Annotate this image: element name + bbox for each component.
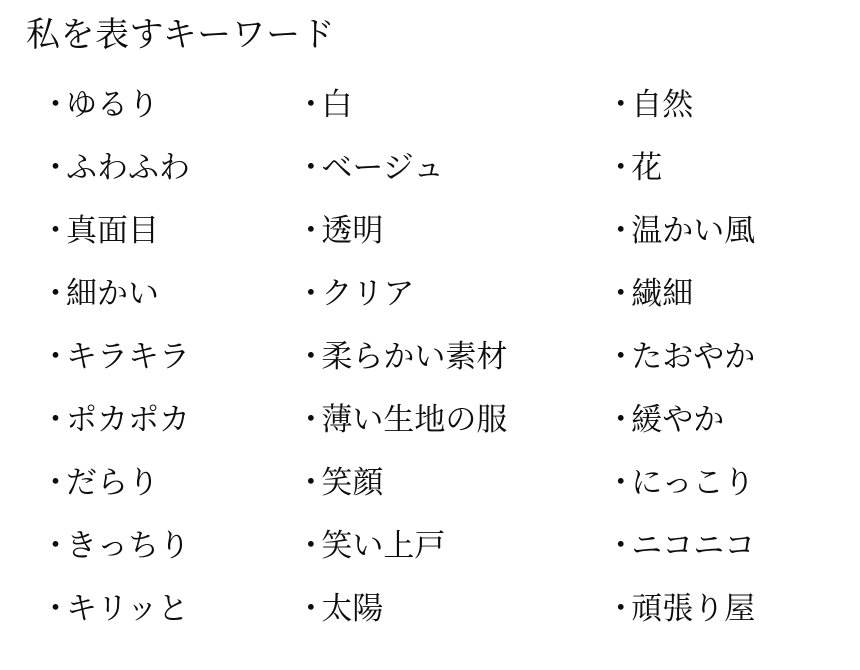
bullet-icon: ・ — [605, 275, 637, 311]
list-item-label: 柔らかい素材 — [321, 338, 508, 374]
list-item — [295, 577, 605, 640]
list-item-label: ふわふわ — [66, 149, 190, 185]
bullet-icon: ・ — [605, 212, 637, 248]
list-item — [40, 451, 295, 514]
bullet-icon: ・ — [295, 212, 327, 248]
list-item — [605, 451, 840, 514]
bullet-icon: ・ — [295, 527, 327, 563]
bullet-icon: ・ — [40, 527, 71, 563]
list-item-label: クリア — [321, 275, 415, 311]
bullet-icon: ・ — [40, 275, 71, 311]
list-item-label: 緩やか — [631, 401, 725, 437]
list-item-label: 頑張り屋 — [631, 590, 756, 626]
bullet-icon: ・ — [295, 401, 327, 437]
keyword-column-2 — [295, 73, 605, 640]
bullet-icon: ・ — [40, 86, 71, 122]
bullet-icon: ・ — [605, 149, 637, 185]
bullet-icon: ・ — [40, 149, 71, 185]
bullet-icon: ・ — [295, 338, 327, 374]
list-item-label: 繊細 — [631, 275, 694, 311]
list-item — [605, 388, 840, 451]
list-item — [40, 388, 295, 451]
list-item — [40, 325, 295, 388]
bullet-icon: ・ — [605, 464, 637, 500]
list-item-label: ベージュ — [321, 149, 445, 185]
list-item-label: ニコニコ — [631, 527, 756, 563]
bullet-icon: ・ — [605, 338, 637, 374]
page-title: 私を表すキーワード — [26, 16, 336, 54]
list-item-label: 細かい — [66, 275, 159, 311]
keyword-column-3 — [605, 73, 840, 640]
list-item — [295, 136, 605, 199]
bullet-icon: ・ — [605, 527, 637, 563]
list-item-label: 笑い上戸 — [321, 527, 446, 563]
bullet-icon: ・ — [40, 338, 71, 374]
list-item-label: ゆるり — [66, 86, 159, 122]
list-item — [295, 199, 605, 262]
bullet-icon: ・ — [40, 212, 71, 248]
list-item — [40, 514, 295, 577]
list-item-label: 笑顔 — [321, 464, 384, 500]
list-item — [605, 577, 840, 640]
list-item-label: 温かい風 — [631, 212, 756, 248]
bullet-icon: ・ — [605, 86, 637, 122]
keyword-column-1 — [40, 73, 295, 640]
bullet-icon: ・ — [40, 590, 71, 626]
keyword-columns — [22, 73, 840, 640]
list-item-label: キリッと — [66, 590, 189, 626]
bullet-icon: ・ — [605, 590, 637, 626]
bullet-icon: ・ — [605, 401, 637, 437]
list-item — [605, 514, 840, 577]
list-item — [40, 577, 295, 640]
bullet-icon: ・ — [295, 275, 327, 311]
list-item — [295, 325, 605, 388]
bullet-icon: ・ — [295, 590, 327, 626]
list-item — [40, 199, 295, 262]
list-item-label: たおやか — [631, 338, 756, 374]
bullet-icon: ・ — [40, 401, 71, 437]
bullet-icon: ・ — [295, 464, 327, 500]
list-item-label: だらり — [66, 464, 159, 500]
list-item-label: キラキラ — [66, 338, 190, 374]
list-item-label: 透明 — [321, 212, 384, 248]
list-item — [605, 199, 840, 262]
list-item — [295, 73, 605, 136]
list-item — [295, 451, 605, 514]
list-item — [40, 136, 295, 199]
list-item-label: 自然 — [631, 86, 694, 122]
list-item — [605, 262, 840, 325]
list-item — [605, 325, 840, 388]
list-item — [40, 262, 295, 325]
list-item — [605, 73, 840, 136]
list-item-label: ポカポカ — [66, 401, 190, 437]
list-item-label: 真面目 — [66, 212, 159, 248]
list-item-label: にっこり — [631, 464, 755, 500]
list-item — [295, 514, 605, 577]
list-item-label: きっちり — [66, 527, 190, 563]
bullet-icon: ・ — [295, 86, 327, 122]
list-item — [295, 388, 605, 451]
list-item — [605, 136, 840, 199]
list-item-label: 薄い生地の服 — [321, 401, 508, 437]
bullet-icon: ・ — [40, 464, 71, 500]
list-item-label: 白 — [321, 86, 353, 122]
list-item-label: 花 — [631, 149, 663, 185]
bullet-icon: ・ — [295, 149, 327, 185]
list-item — [40, 73, 295, 136]
list-item-label: 太陽 — [321, 590, 384, 626]
list-item — [295, 262, 605, 325]
